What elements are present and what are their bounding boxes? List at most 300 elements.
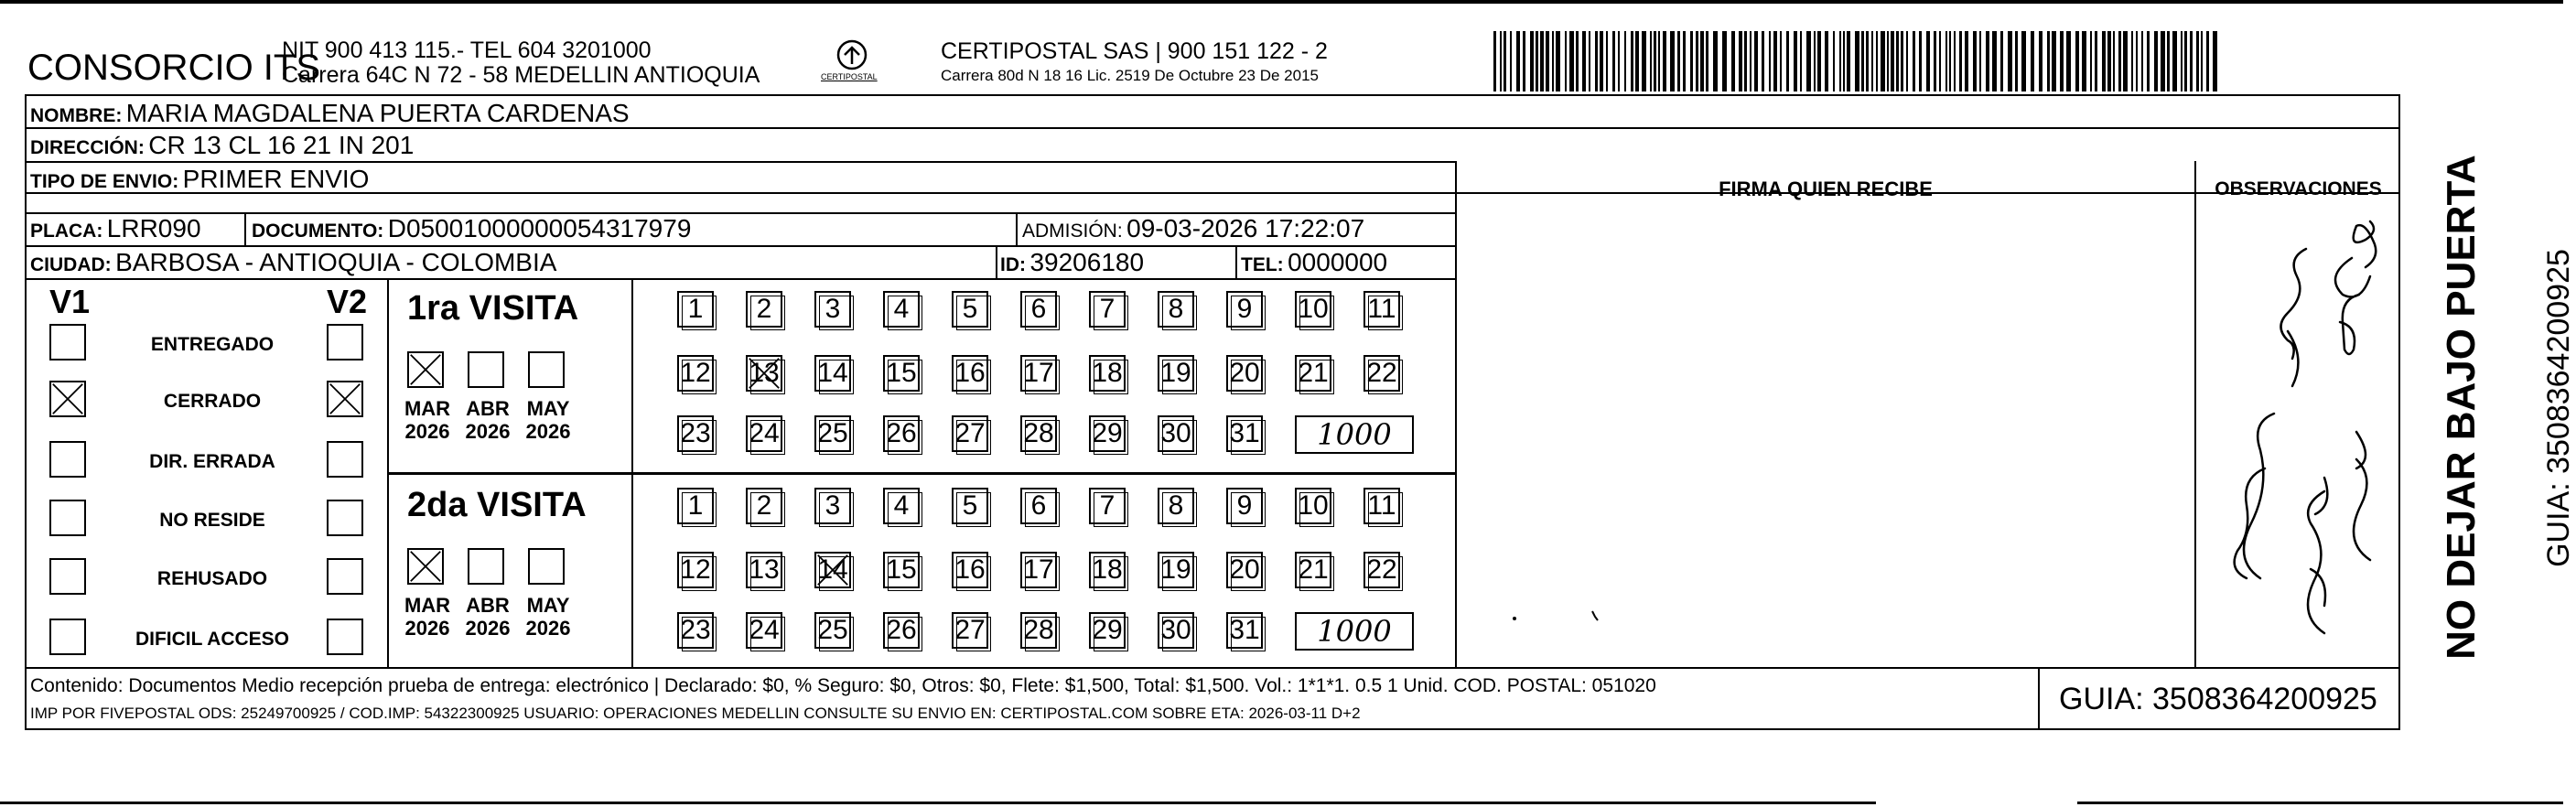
day-checkbox[interactable]	[883, 612, 920, 649]
day-checkbox[interactable]	[883, 488, 920, 524]
day-checkbox[interactable]	[1226, 355, 1263, 392]
barcode-bar	[1973, 31, 1977, 91]
month-checkbox[interactable]	[407, 351, 444, 388]
day-checkbox[interactable]	[1020, 291, 1057, 328]
day-checkbox[interactable]	[883, 552, 920, 588]
day-number: 12	[680, 554, 711, 585]
day-checkbox[interactable]	[1226, 612, 1263, 649]
barcode-bar	[1713, 31, 1718, 91]
barcode-bar	[1833, 31, 1835, 91]
day-number: 31	[1229, 615, 1260, 645]
day-checkbox[interactable]	[1158, 552, 1194, 588]
barcode-bar	[1959, 31, 1962, 91]
day-number: 14	[817, 554, 848, 585]
time-handwritten-box[interactable]	[1295, 415, 1414, 454]
status-label: ENTREGADO	[150, 334, 275, 355]
day-checkbox[interactable]	[1158, 488, 1194, 524]
logo-text: CERTIPOSTAL	[821, 72, 878, 81]
barcode-bar	[1700, 31, 1704, 91]
day-number: 24	[749, 615, 780, 645]
day-checkbox[interactable]	[952, 415, 988, 452]
admision-field	[1022, 216, 1364, 242]
barcode-bar	[1934, 31, 1936, 91]
month-year: 2026	[465, 617, 511, 640]
barcode-bar	[1739, 31, 1742, 91]
tipo-label: TIPO DE ENVIO:	[30, 171, 179, 192]
barcode-bar	[1600, 31, 1603, 91]
day-number: 4	[893, 294, 910, 324]
day-number: 29	[1092, 615, 1123, 645]
month-label	[460, 594, 515, 640]
footer-guia: GUIA: 3508364200925	[2059, 682, 2377, 716]
month-checkbox[interactable]	[468, 351, 504, 388]
day-number: 17	[1023, 358, 1054, 388]
day-checkbox[interactable]	[1226, 415, 1263, 452]
observaciones-handwriting	[2196, 194, 2400, 665]
day-checkbox[interactable]	[1089, 291, 1126, 328]
day-checkbox[interactable]	[677, 612, 714, 649]
barcode-bar	[2021, 31, 2026, 91]
month-checkbox[interactable]	[528, 351, 565, 388]
visit-title: 1ra VISITA	[407, 289, 579, 328]
month-label	[521, 397, 576, 444]
barcode-bar	[1631, 31, 1633, 91]
day-checkbox[interactable]	[814, 552, 851, 588]
footer-contenido: Contenido: Documentos Medio recepción prueba de entrega: electrónico | Declarado: $0, % Seguro: $0, Otros: $0, Flete: $1,500, Total: $1,500. Vol.: 1*1*1. 0.5 1 Unid. COD. POSTAL: 051020	[30, 675, 1656, 696]
visit-title: 2da VISITA	[407, 486, 587, 524]
barcode-bar	[1658, 31, 1660, 91]
barcode-bar	[1612, 31, 1615, 91]
barcode-bar	[1876, 31, 1878, 91]
barcode-bar	[2184, 31, 2187, 91]
v1-checkbox[interactable]	[49, 558, 86, 595]
day-number: 29	[1092, 418, 1123, 448]
barcode-bar	[2181, 31, 2183, 91]
day-checkbox[interactable]	[814, 612, 851, 649]
day-number: 30	[1160, 615, 1191, 645]
barcode-bar	[1817, 31, 1821, 91]
barcode-bar	[1650, 31, 1652, 91]
top-border	[0, 0, 2563, 4]
day-checkbox[interactable]	[1158, 355, 1194, 392]
day-checkbox[interactable]	[746, 612, 782, 649]
day-number: 28	[1023, 418, 1054, 448]
day-number: 11	[1367, 294, 1396, 324]
day-checkbox[interactable]	[1020, 612, 1057, 649]
barcode-bar	[1540, 31, 1544, 91]
v1-checkbox[interactable]	[49, 441, 86, 478]
day-number: 7	[1099, 294, 1116, 324]
barcode-bar	[1887, 31, 1889, 91]
day-number: 9	[1236, 490, 1253, 521]
barcode-bar	[1881, 31, 1885, 91]
day-number: 20	[1229, 358, 1260, 388]
day-checkbox[interactable]	[677, 291, 714, 328]
barcode-bar	[2196, 31, 2199, 91]
day-number: 1	[687, 294, 704, 324]
barcode-bar	[1773, 31, 1777, 91]
day-number: 21	[1298, 554, 1329, 585]
tipo-field	[30, 167, 369, 192]
v2-checkbox[interactable]	[327, 558, 363, 595]
v2-label: V2	[327, 283, 368, 320]
month-year: 2026	[525, 420, 571, 444]
day-number: 1	[687, 490, 704, 521]
day-checkbox[interactable]	[746, 488, 782, 524]
row-divider	[25, 127, 2400, 129]
barcode-bar	[1906, 31, 1908, 91]
day-number: 15	[886, 554, 917, 585]
day-checkbox[interactable]	[1363, 355, 1400, 392]
day-number: 15	[886, 358, 917, 388]
day-checkbox[interactable]	[814, 291, 851, 328]
documento-label: DOCUMENTO:	[252, 221, 384, 242]
documento-field	[252, 216, 691, 242]
day-number: 25	[817, 418, 848, 448]
barcode-bar	[1896, 31, 1899, 91]
side-panel	[2407, 94, 2576, 730]
side-warning: NO DEJAR BAJO PUERTA	[2439, 155, 2484, 660]
month-year: 2026	[404, 420, 450, 444]
nombre-value: MARIA MAGDALENA PUERTA CARDENAS	[125, 99, 630, 127]
barcode-bar	[1595, 31, 1598, 91]
day-checkbox[interactable]	[1226, 291, 1263, 328]
month-name: ABR	[466, 594, 510, 617]
barcode-bar	[1762, 31, 1764, 91]
day-number: 24	[749, 418, 780, 448]
barcode-bar	[2015, 31, 2018, 91]
row-divider	[25, 161, 1455, 163]
barcode-bar	[1744, 31, 1747, 91]
barcode-bar	[1683, 31, 1686, 91]
barcode-bar	[1552, 31, 1554, 91]
day-checkbox[interactable]	[883, 415, 920, 452]
barcode-bar	[1861, 31, 1864, 91]
barcode-bar	[1814, 31, 1816, 91]
barcode-bar	[1706, 31, 1708, 91]
footer-imp: IMP POR FIVEPOSTAL ODS: 25249700925 / COD.IMP: 54322300925 USUARIO: OPERACIONES MEDELLIN CONSULTE SU ENVIO EN: CERTIPOSTAL.COM SOBRE ETA: 2026-03-11 D+2	[30, 705, 1361, 722]
barcode-bar	[2107, 31, 2111, 91]
day-checkbox[interactable]	[1020, 552, 1057, 588]
barcode-bar	[1954, 31, 1956, 91]
month-checkbox[interactable]	[407, 548, 444, 585]
barcode-bar	[1731, 31, 1735, 91]
v2-checkbox[interactable]	[327, 619, 363, 655]
day-number: 30	[1160, 418, 1191, 448]
barcode-bar	[1556, 31, 1560, 91]
barcode-bar	[1569, 31, 1574, 91]
day-checkbox[interactable]	[1089, 415, 1126, 452]
barcode-bar	[1919, 31, 1922, 91]
month-label	[460, 397, 515, 444]
barcode-bar	[1635, 31, 1639, 91]
status-label: DIFICIL ACCESO	[135, 629, 289, 650]
nombre-field	[30, 101, 630, 126]
day-number: 2	[756, 490, 772, 521]
day-number: 17	[1023, 554, 1054, 585]
barcode-bar	[1901, 31, 1903, 91]
day-checkbox[interactable]	[677, 355, 714, 392]
v1-checkbox[interactable]	[49, 500, 86, 536]
barcode-bar	[1926, 31, 1930, 91]
day-number: 26	[886, 418, 917, 448]
day-checkbox[interactable]	[952, 612, 988, 649]
barcode-bar	[2201, 31, 2203, 91]
day-checkbox[interactable]	[746, 552, 782, 588]
time-handwritten: 1000	[1317, 417, 1392, 452]
day-checkbox[interactable]	[1158, 291, 1194, 328]
footer-divider	[25, 667, 2400, 669]
day-checkbox[interactable]	[1363, 552, 1400, 588]
barcode-bar	[1722, 31, 1727, 91]
day-checkbox[interactable]	[883, 291, 920, 328]
barcode-bar	[1642, 31, 1646, 91]
company-nit-tel: NIT 900 413 115.- TEL 604 3201000	[282, 38, 652, 63]
status-label: NO RESIDE	[159, 510, 265, 531]
day-number: 22	[1366, 358, 1397, 388]
day-checkbox[interactable]	[952, 291, 988, 328]
barcode-bar	[1606, 31, 1608, 91]
v2-checkbox[interactable]	[327, 381, 363, 417]
v2-checkbox[interactable]	[327, 324, 363, 360]
barcode-bar	[2154, 31, 2158, 91]
direccion-value: CR 13 CL 16 21 IN 201	[148, 131, 415, 159]
status-label: REHUSADO	[156, 568, 268, 589]
barcode-bar	[1871, 31, 1873, 91]
barcode-bar	[1986, 31, 1989, 91]
ciudad-field	[30, 250, 556, 275]
day-number: 10	[1298, 294, 1329, 324]
day-number: 2	[756, 294, 772, 324]
month-checkbox[interactable]	[528, 548, 565, 585]
day-number: 23	[680, 418, 711, 448]
day-number: 18	[1092, 358, 1123, 388]
day-checkbox[interactable]	[1020, 488, 1057, 524]
day-checkbox[interactable]	[1363, 488, 1400, 524]
visit-2da	[389, 475, 1455, 667]
footer-cell-divider	[2038, 667, 2040, 730]
day-number: 9	[1236, 294, 1253, 324]
day-checkbox[interactable]	[814, 488, 851, 524]
visit-1ra	[389, 278, 1455, 472]
barcode-bar	[2052, 31, 2056, 91]
company-name: CONSORCIO ITS	[27, 48, 321, 88]
barcode-bar	[2136, 31, 2138, 91]
barcode-bar	[2008, 31, 2012, 91]
day-checkbox[interactable]	[746, 355, 782, 392]
day-number: 13	[749, 358, 780, 388]
day-number: 16	[954, 554, 986, 585]
day-checkbox[interactable]	[677, 552, 714, 588]
day-number: 8	[1168, 294, 1184, 324]
firma-divider	[1455, 161, 1457, 667]
cell-divider	[996, 245, 997, 278]
barcode-bar	[1806, 31, 1811, 91]
documento-value: D0500100000005431797​9	[387, 214, 692, 242]
cell-divider	[1016, 212, 1018, 245]
day-number: 19	[1160, 554, 1191, 585]
day-number: 20	[1229, 554, 1260, 585]
barcode-bar	[1523, 31, 1525, 91]
day-number: 18	[1092, 554, 1123, 585]
month-name: MAR	[404, 594, 451, 617]
day-checkbox[interactable]	[814, 415, 851, 452]
barcode-bar	[2113, 31, 2115, 91]
placa-value: LRR090	[106, 214, 201, 242]
day-checkbox[interactable]	[952, 488, 988, 524]
barcode-bar	[2060, 31, 2064, 91]
day-checkbox[interactable]	[746, 291, 782, 328]
day-checkbox[interactable]	[677, 415, 714, 452]
barcode-bar	[2000, 31, 2003, 91]
day-number: 25	[817, 615, 848, 645]
ciudad-label: CIUDAD:	[30, 254, 112, 275]
time-handwritten-box[interactable]	[1295, 612, 1414, 651]
v2-checkbox[interactable]	[327, 441, 363, 478]
day-checkbox[interactable]	[1089, 488, 1126, 524]
barcode-bar	[2206, 31, 2209, 91]
id-field	[1000, 250, 1144, 275]
cell-divider	[244, 212, 246, 245]
day-checkbox[interactable]	[883, 355, 920, 392]
barcode-bar	[1576, 31, 1579, 91]
barcode-bar	[1965, 31, 1968, 91]
day-checkbox[interactable]	[746, 415, 782, 452]
day-checkbox[interactable]	[952, 355, 988, 392]
day-checkbox[interactable]	[1158, 612, 1194, 649]
bottom-border	[0, 802, 1876, 804]
day-number: 27	[954, 615, 986, 645]
day-checkbox[interactable]	[1089, 612, 1126, 649]
v1-checkbox[interactable]	[49, 619, 86, 655]
day-number: 16	[954, 358, 986, 388]
tipo-value: PRIMER ENVIO	[182, 165, 370, 193]
company-address: Carrera 64C N 72 - 58 MEDELLIN ANTIOQUIA	[282, 62, 760, 88]
month-year: 2026	[525, 617, 571, 640]
barcode-bar	[1847, 31, 1850, 91]
month-name: ABR	[466, 397, 510, 420]
tel-value: 0000000	[1288, 248, 1388, 276]
v2-checkbox[interactable]	[327, 500, 363, 536]
v1-checkbox[interactable]	[49, 381, 86, 417]
day-checkbox[interactable]	[1226, 552, 1263, 588]
barcode-bar	[1825, 31, 1828, 91]
barcode-bar	[1769, 31, 1771, 91]
barcode-bar	[1800, 31, 1802, 91]
barcode-bar	[2031, 31, 2034, 91]
day-number: 19	[1160, 358, 1191, 388]
day-checkbox[interactable]	[1295, 488, 1331, 524]
barcode-bar	[1780, 31, 1782, 91]
admision-label: ADMISIÓN:	[1022, 221, 1123, 242]
nombre-label: NOMBRE:	[30, 105, 123, 126]
cell-divider	[1235, 245, 1237, 278]
day-checkbox[interactable]	[1089, 355, 1126, 392]
barcode-bar	[1866, 31, 1869, 91]
day-number: 13	[749, 554, 780, 585]
month-label	[400, 397, 455, 444]
month-checkbox[interactable]	[468, 548, 504, 585]
placa-label: PLACA:	[30, 221, 103, 242]
barcode-bar	[2141, 31, 2143, 91]
month-name: MAR	[404, 397, 451, 420]
day-checkbox[interactable]	[1295, 291, 1331, 328]
firma-marks	[1464, 604, 1647, 640]
barcode-bar	[1677, 31, 1680, 91]
day-checkbox[interactable]	[1226, 488, 1263, 524]
time-handwritten: 1000	[1317, 614, 1392, 649]
month-name: MAY	[526, 397, 570, 420]
barcode-bar	[1992, 31, 1997, 91]
day-checkbox[interactable]	[1020, 355, 1057, 392]
day-number: 12	[680, 358, 711, 388]
month-name: MAY	[526, 594, 570, 617]
certipostal-info: CERTIPOSTAL SAS | 900 151 122 - 2	[941, 38, 1328, 64]
day-number: 22	[1366, 554, 1397, 585]
barcode-bar	[1696, 31, 1698, 91]
day-number: 21	[1298, 358, 1329, 388]
month-year: 2026	[465, 420, 511, 444]
barcode-bar	[1786, 31, 1789, 91]
day-number: 28	[1023, 615, 1054, 645]
v1-label: V1	[49, 283, 91, 320]
placa-field	[30, 216, 201, 242]
day-checkbox[interactable]	[1295, 552, 1331, 588]
barcode-bar	[1839, 31, 1841, 91]
id-label: ID:	[1000, 254, 1026, 275]
barcode-bar	[2118, 31, 2121, 91]
observaciones-header: OBSERVACIONES	[2215, 178, 2382, 199]
v1-checkbox[interactable]	[49, 324, 86, 360]
day-number: 8	[1168, 490, 1184, 521]
barcode-bar	[1582, 31, 1586, 91]
day-checkbox[interactable]	[1295, 355, 1331, 392]
barcode-bar	[2123, 31, 2128, 91]
day-checkbox[interactable]	[1363, 291, 1400, 328]
barcode-bar	[1654, 31, 1656, 91]
day-number: 4	[893, 490, 910, 521]
day-number: 5	[962, 490, 978, 521]
tel-field	[1241, 250, 1387, 275]
barcode-bar	[1504, 31, 1506, 91]
barcode-bar	[1546, 31, 1549, 91]
direccion-field	[30, 133, 414, 158]
barcode-bar	[2161, 31, 2165, 91]
status-section	[25, 278, 387, 667]
barcode-bar	[2131, 31, 2133, 91]
day-number: 5	[962, 294, 978, 324]
day-number: 31	[1229, 418, 1260, 448]
admision-value: 09-03-2026 17:22:07	[1126, 214, 1365, 242]
barcode-bar	[1945, 31, 1947, 91]
barcode	[1493, 31, 2216, 91]
day-number: 7	[1099, 490, 1116, 521]
barcode-bar	[2090, 31, 2092, 91]
barcode-bar	[2095, 31, 2097, 91]
day-number: 23	[680, 615, 711, 645]
day-checkbox[interactable]	[1020, 415, 1057, 452]
month-label	[400, 594, 455, 640]
barcode-bar	[1949, 31, 1951, 91]
certipostal-license: Carrera 80d N 18 16 Lic. 2519 De Octubre 23 De 2015	[941, 67, 1319, 84]
day-checkbox[interactable]	[677, 488, 714, 524]
day-checkbox[interactable]	[1089, 552, 1126, 588]
day-checkbox[interactable]	[1158, 415, 1194, 452]
day-checkbox[interactable]	[952, 552, 988, 588]
barcode-bar	[2102, 31, 2106, 91]
barcode-bar	[2172, 31, 2177, 91]
day-checkbox[interactable]	[814, 355, 851, 392]
